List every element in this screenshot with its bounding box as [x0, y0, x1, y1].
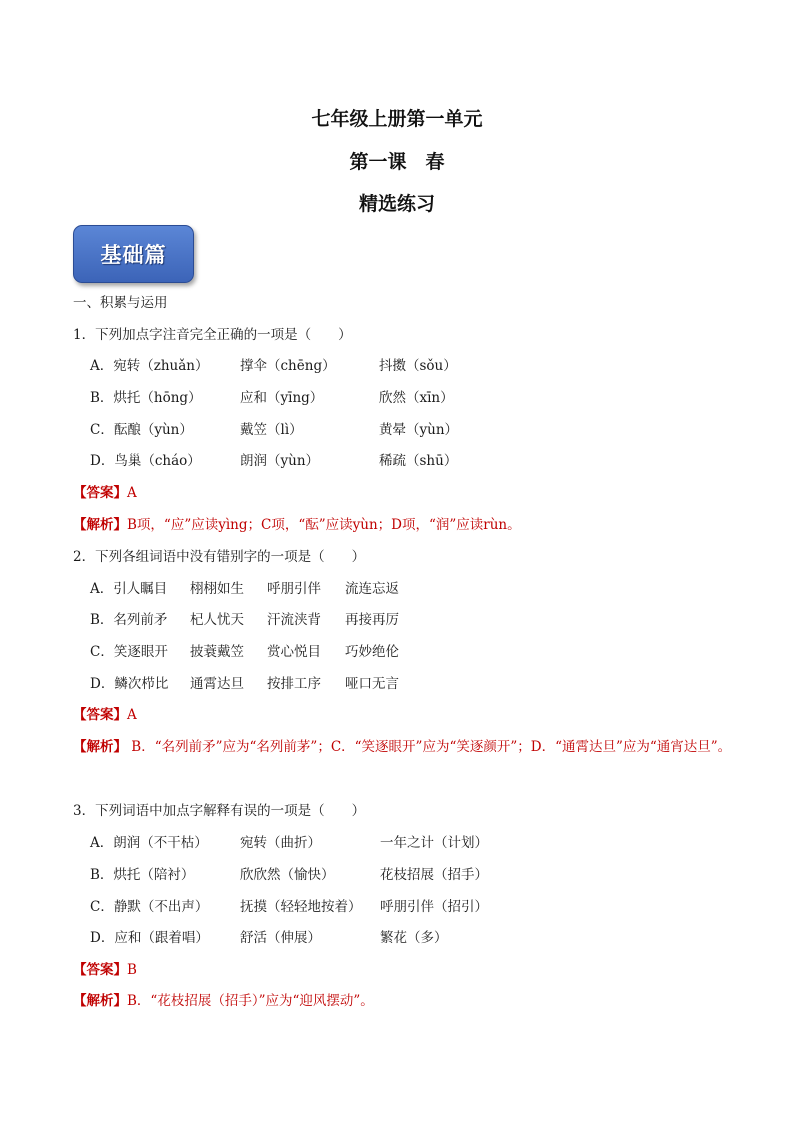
- document-title: 七年级上册第一单元: [311, 108, 483, 130]
- section-badge: [73, 225, 194, 283]
- analysis-tag: 【解析】: [73, 517, 127, 533]
- option-item: 抚摸（轻轻地按着）: [240, 899, 362, 915]
- option-item: A．引人瞩目: [90, 581, 168, 597]
- option-item: 通霄达旦: [190, 676, 244, 692]
- analysis-text: B．“名列前矛”应为“名列前茅”；C．“笑逐眼开”应为“笑逐颜开”；D．“通霄达旦”应为“通宵达旦”。: [127, 739, 732, 755]
- question-1-answer: [73, 483, 137, 503]
- option-item: B．烘托（hōng）: [90, 390, 202, 406]
- analysis-text: B项，“应”应读yìng；C项，“酝”应读yùn；D项，“润”应读rùn。: [127, 517, 521, 533]
- analysis-tag: 【解析】: [73, 739, 127, 755]
- option-item: 杞人忧天: [190, 612, 244, 628]
- question-3-analysis: [73, 991, 374, 1011]
- exercise-title: 精选练习: [358, 193, 435, 215]
- option-item: 呼朋引伴（招引）: [380, 899, 488, 915]
- question-3-stem: 3．下列词语中加点字解释有误的一项是（ ）: [73, 803, 366, 819]
- option-item: 抖擞（sǒu）: [379, 358, 457, 374]
- question-2-analysis: [73, 733, 733, 762]
- option-item: 再接再厉: [345, 612, 399, 628]
- lesson-title: 第一课 春: [349, 151, 445, 173]
- option-item: 一年之计（计划）: [380, 835, 488, 851]
- option-item: 汗流浃背: [267, 612, 321, 628]
- question-1-analysis: [73, 515, 521, 535]
- option-item: 披蓑戴笠: [190, 644, 244, 660]
- option-item: D．鸟巢（cháo）: [90, 453, 201, 469]
- option-item: C．酝酿（yùn）: [90, 422, 193, 438]
- answer-tag: 【答案】: [73, 962, 127, 978]
- option-item: C．笑逐眼开: [90, 644, 168, 660]
- option-item: A．朗润（不干枯）: [90, 835, 208, 851]
- option-item: 栩栩如生: [190, 581, 244, 597]
- option-item: 应和（yīng）: [240, 390, 324, 406]
- analysis-text: B．“花枝招展（招手）”应为“迎风摆动”。: [127, 993, 374, 1009]
- option-item: A．宛转（zhuǎn）: [90, 358, 209, 374]
- option-item: D．鳞次栉比: [90, 676, 169, 692]
- option-item: 花枝招展（招手）: [380, 867, 488, 883]
- question-2-stem: 2．下列各组词语中没有错别字的一项是（ ）: [73, 549, 366, 565]
- option-item: 按排工序: [267, 676, 321, 692]
- question-3-answer: [73, 960, 137, 980]
- option-item: 戴笠（lì）: [240, 422, 303, 438]
- option-item: 撑伞（chēng）: [240, 358, 336, 374]
- option-item: 繁花（多）: [380, 930, 448, 946]
- option-item: 流连忘返: [345, 581, 399, 597]
- option-item: 呼朋引伴: [267, 581, 321, 597]
- option-item: 赏心悦目: [267, 644, 321, 660]
- analysis-tag: 【解析】: [73, 993, 127, 1009]
- option-item: 舒活（伸展）: [240, 930, 321, 946]
- option-item: 朗润（yùn）: [240, 453, 320, 469]
- answer-tag: 【答案】: [73, 707, 127, 723]
- option-item: 欣欣然（愉快）: [240, 867, 335, 883]
- option-item: 哑口无言: [345, 676, 399, 692]
- option-item: 宛转（曲折）: [240, 835, 321, 851]
- option-item: C．静默（不出声）: [90, 899, 209, 915]
- answer-value: B: [127, 962, 137, 978]
- option-item: 稀疏（shū）: [379, 453, 458, 469]
- option-item: 欣然（xīn）: [379, 390, 454, 406]
- option-item: B．名列前矛: [90, 612, 168, 628]
- option-item: B．烘托（陪衬）: [90, 867, 195, 883]
- question-2-answer: [73, 705, 137, 725]
- section-badge-label: 基础篇: [100, 242, 167, 267]
- question-1-stem: 1．下列加点字注音完全正确的一项是（ ）: [73, 327, 352, 343]
- answer-value: A: [127, 485, 137, 501]
- answer-tag: 【答案】: [73, 485, 127, 501]
- option-item: D．应和（跟着唱）: [90, 930, 209, 946]
- option-item: 巧妙绝伦: [345, 644, 399, 660]
- answer-value: A: [127, 707, 137, 723]
- section-heading: 一、积累与运用: [73, 295, 168, 311]
- option-item: 黄晕（yùn）: [379, 422, 459, 438]
